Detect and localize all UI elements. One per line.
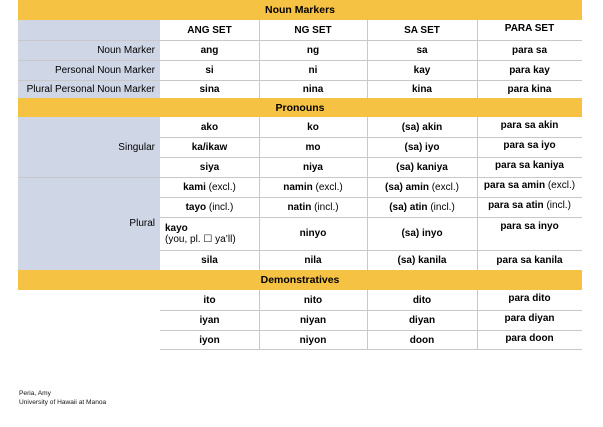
cell-text: nito — [303, 294, 323, 306]
cell-text: ang — [200, 44, 219, 56]
cell — [477, 60, 582, 80]
cell — [367, 40, 477, 60]
cell — [477, 197, 582, 217]
cell — [259, 157, 367, 177]
divider — [18, 40, 582, 41]
cell — [367, 310, 477, 330]
col-header-para — [477, 20, 582, 40]
cell — [160, 310, 259, 330]
cell-text: para sa kanila — [496, 254, 563, 266]
cell — [259, 137, 367, 157]
cell — [259, 310, 367, 330]
divider — [259, 117, 260, 270]
cell-note: (incl.) — [427, 201, 455, 213]
divider — [367, 290, 368, 350]
cell-text: si — [205, 64, 214, 76]
cell — [259, 60, 367, 80]
cell-text: mo — [305, 141, 321, 153]
cell-text: para sa akin — [500, 120, 559, 131]
cell-text: nina — [302, 83, 324, 95]
cell-text: ka/ikaw — [191, 141, 228, 153]
cell — [160, 157, 259, 177]
divider — [18, 177, 582, 178]
cell — [259, 250, 367, 270]
cell-prefix: (sa) — [389, 201, 410, 213]
cell — [367, 60, 477, 80]
col-header-label: PARA SET — [504, 23, 555, 34]
cell-text: iyan — [199, 314, 220, 326]
cell — [259, 330, 367, 350]
cell — [259, 117, 367, 137]
divider — [259, 20, 260, 98]
cell-prefix: (sa) — [385, 181, 406, 193]
group-label-singular — [18, 117, 160, 177]
row-label-plural-personal-noun-marker — [18, 80, 160, 98]
cell-text: inyo — [422, 228, 443, 239]
cell-note: (incl.) — [206, 201, 234, 213]
divider — [477, 117, 478, 270]
cell-text: para sa kaniya — [495, 160, 564, 171]
cell-text: kayo — [165, 222, 188, 234]
cell-text: kay — [413, 64, 431, 76]
cell — [367, 117, 477, 137]
cell-text: ito — [203, 294, 216, 306]
footer — [19, 389, 106, 407]
divider — [160, 137, 582, 138]
cell — [367, 250, 477, 270]
cell-text: nila — [304, 254, 322, 266]
cell-text: ako — [200, 121, 219, 133]
col-header-sa — [367, 20, 477, 40]
cell-note: (excl.) — [205, 181, 236, 193]
cell-prefix: (sa) — [397, 254, 419, 266]
cell-text: amin — [405, 181, 429, 193]
cell — [160, 197, 259, 217]
demonstratives-table — [160, 290, 582, 350]
cell-note: (excl.) — [312, 181, 343, 193]
cell-text: niyan — [299, 314, 327, 326]
cell — [477, 310, 582, 330]
group-label: Singular — [118, 141, 155, 153]
cell — [160, 330, 259, 350]
cell — [367, 137, 477, 157]
cell-text: para sa — [511, 44, 548, 56]
divider — [367, 20, 368, 98]
divider — [367, 117, 368, 270]
cell-text: para sa iyo — [503, 140, 556, 151]
divider — [160, 250, 582, 251]
cell — [259, 217, 367, 250]
cell-text: akin — [422, 121, 443, 133]
divider — [160, 330, 582, 331]
pronoun-marker-table — [18, 0, 582, 290]
cell-text: iyon — [199, 334, 220, 346]
col-header-label: NG SET — [294, 24, 332, 36]
cell — [367, 157, 477, 177]
cell-text: dito — [412, 294, 432, 306]
section-title: Pronouns — [275, 101, 325, 114]
cell — [259, 290, 367, 310]
cell — [160, 290, 259, 310]
row-label: Personal Noun Marker — [54, 64, 155, 76]
cell — [259, 197, 367, 217]
cell — [259, 177, 367, 197]
cell — [367, 330, 477, 350]
cell-text: tayo — [185, 201, 207, 213]
cell — [477, 290, 582, 310]
section-header-demonstratives — [18, 270, 582, 290]
cell-note: (incl.) — [543, 200, 571, 211]
institution: University of Hawaii at Manoa — [19, 399, 107, 406]
col-header-ang — [160, 20, 259, 40]
cell-text: sila — [201, 254, 218, 266]
cell — [367, 177, 477, 197]
cell — [160, 250, 259, 270]
col-header-ng — [259, 20, 367, 40]
divider — [160, 310, 582, 311]
cell-text: kanila — [418, 254, 447, 266]
cell-text: kami — [183, 181, 206, 193]
cell-text: doon — [409, 334, 435, 346]
cell — [477, 177, 582, 197]
cell-text: ni — [308, 64, 318, 76]
section-header-pronouns — [18, 98, 582, 117]
corner-cell — [18, 20, 160, 40]
divider — [160, 157, 582, 158]
divider — [477, 20, 478, 98]
cell-text: ng — [306, 44, 320, 56]
section-header-noun-markers — [18, 0, 582, 20]
cell — [477, 330, 582, 350]
cell-text: natin — [287, 201, 312, 213]
cell — [160, 60, 259, 80]
cell — [367, 290, 477, 310]
cell — [477, 117, 582, 137]
cell-note: (excl.) — [545, 180, 576, 191]
row-label: Noun Marker — [97, 44, 155, 56]
cell-text: siya — [199, 161, 220, 173]
row-label-personal-noun-marker — [18, 60, 160, 80]
cell — [160, 137, 259, 157]
cell — [477, 40, 582, 60]
cell — [477, 217, 582, 250]
cell-text: para doon — [505, 333, 554, 344]
cell — [160, 177, 259, 197]
cell-prefix: (sa) — [396, 161, 417, 173]
col-header-label: SA SET — [404, 24, 440, 36]
cell — [477, 80, 582, 98]
col-header-label: ANG SET — [187, 24, 232, 36]
group-label: Plural — [129, 218, 155, 229]
cell — [477, 137, 582, 157]
cell-prefix: (sa) — [401, 228, 422, 239]
cell-text: para sa amin — [483, 180, 546, 191]
row-label: Plural Personal Noun Marker — [26, 83, 155, 95]
cell-text: sina — [199, 83, 220, 95]
cell — [367, 80, 477, 98]
cell-text: ninyo — [299, 228, 327, 239]
cell-prefix: (sa) — [401, 121, 423, 133]
cell-text: diyan — [408, 314, 436, 326]
cell-text: kina — [411, 83, 432, 95]
cell-text: para kay — [509, 64, 550, 76]
cell — [259, 80, 367, 98]
cell — [160, 80, 259, 98]
author: Peria, Amy — [19, 390, 51, 397]
cell-text: kaniya — [416, 161, 448, 173]
cell-text: iyo — [425, 141, 440, 153]
divider — [18, 60, 582, 61]
cell — [259, 40, 367, 60]
cell-text: ko — [307, 121, 319, 133]
section-title: Demonstratives — [260, 274, 340, 286]
cell-text: para sa atin — [488, 200, 544, 211]
cell — [367, 197, 477, 217]
cell-note: (you, pl. ☐ ya’ll) — [165, 233, 236, 245]
cell-text: para dito — [508, 293, 551, 304]
divider — [477, 290, 478, 350]
cell-note: (excl.) — [428, 181, 459, 193]
divider — [259, 290, 260, 350]
cell — [160, 117, 259, 137]
divider — [18, 80, 582, 81]
group-label-plural — [18, 177, 160, 270]
cell-text: namin — [283, 181, 313, 193]
cell — [477, 250, 582, 270]
cell-text: niyon — [299, 334, 327, 346]
cell — [367, 217, 477, 250]
cell — [160, 40, 259, 60]
cell-text: para diyan — [504, 313, 555, 324]
cell-prefix: (sa) — [404, 141, 426, 153]
row-label-noun-marker — [18, 40, 160, 60]
cell-text: atin — [409, 201, 428, 213]
divider — [160, 197, 582, 198]
divider — [160, 217, 582, 218]
cell-text: niya — [302, 161, 323, 173]
cell — [477, 157, 582, 177]
divider — [160, 349, 582, 350]
section-title: Noun Markers — [264, 4, 336, 16]
cell-text: para kina — [507, 83, 552, 95]
cell-text: sa — [416, 44, 428, 56]
cell-note: (incl.) — [311, 201, 339, 213]
cell-text: para sa inyo — [500, 221, 559, 232]
cell — [160, 217, 259, 250]
